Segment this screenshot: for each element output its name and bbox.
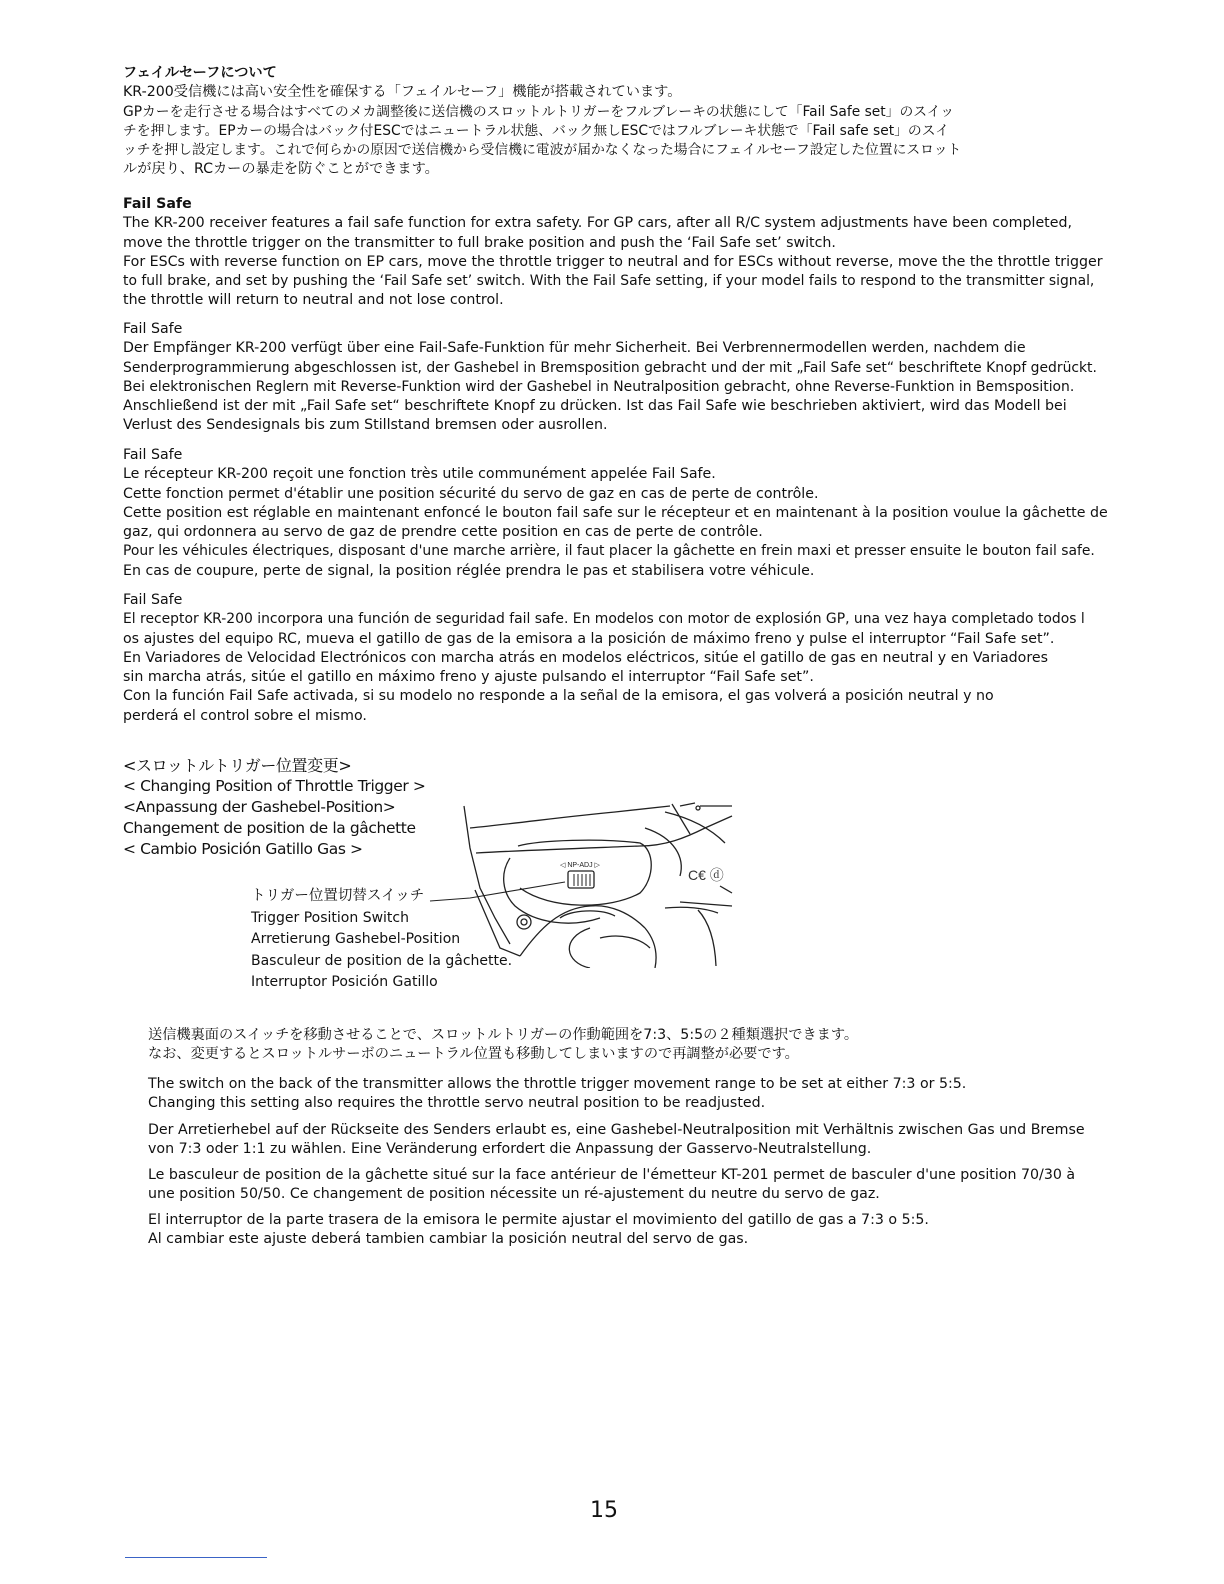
switch-label-jp: トリガー位置切替スイッチ xyxy=(251,888,425,904)
es-failsafe-line: En Variadores de Velocidad Electrónicos con marcha atrás en modelos eléctricos, sitúe el gatillo de gas en neutral y en Variadores xyxy=(123,649,1048,666)
trigger-es-line: Al cambiar este ajuste deberá tambien cambiar la posición neutral del servo de gas. xyxy=(148,1231,749,1248)
fr-failsafe-title: Fail Safe xyxy=(123,447,183,463)
jp-failsafe-line: ッチを押し設定します。これで何らかの原因で送信機から受信機に電波が届かなくなった場合にフェイルセーフ設定した位置にスロット xyxy=(123,142,962,159)
de-failsafe-title: Fail Safe xyxy=(123,321,183,337)
fr-failsafe-line: En cas de coupure, perte de signal, la position réglée prendra le pas et stabilisera votre véhicule. xyxy=(123,562,815,579)
en-failsafe-line: For ESCs with reverse function on EP cars, move the throttle trigger to neutral and for ESCs without reverse, move the the throttle trigger xyxy=(123,253,1103,270)
fr-failsafe-line: Pour les véhicules électriques, disposant d'une marche arrière, il faut placer la gâchette en frein maxi et presser ensuite le bouton fail safe. xyxy=(123,543,1095,560)
trigger-heading-es: < Cambio Posición Gatillo Gas > xyxy=(123,840,363,858)
trigger-fr-line: une position 50/50. Ce changement de position nécessite un ré-ajustement du neutre du servo de gaz. xyxy=(148,1186,880,1203)
trigger-heading-jp: <スロットルトリガー位置変更> xyxy=(123,756,352,775)
np-adj-label: ◁ NP-ADJ ▷ xyxy=(560,862,600,869)
trigger-heading-de: <Anpassung der Gashebel-Position> xyxy=(123,798,396,816)
trigger-section-headings xyxy=(123,755,425,860)
trigger-paragraph-de xyxy=(148,1121,1108,1160)
de-failsafe-line: Senderprogrammierung abgeschlossen ist, der Gashebel in Bremsposition gebracht und der mit „Fail Safe set“ beschriftete Knopf gedrückt. xyxy=(123,359,1097,376)
jp-failsafe-line: チを押します。EPカーの場合はバック付ESCではニュートラル状態、バック無しESCではフルブレーキ状態で「Fail safe set」のスイ xyxy=(123,122,950,139)
switch-label-fr: Basculeur de position de la gâchette. xyxy=(251,952,513,969)
de-failsafe-line: Der Empfänger KR-200 verfügt über eine Fail-Safe-Funktion für mehr Sicherheit. Bei Verbrennermodellen werden, nachdem die xyxy=(123,340,1026,357)
trigger-de-line: von 7:3 oder 1:1 zu wählen. Eine Veränderung erfordert die Anpassung der Gasservo-Neutralstellung. xyxy=(148,1141,872,1158)
es-failsafe-line: perderá el control sobre el mismo. xyxy=(123,707,367,724)
trigger-jp-line: なお、変更するとスロットルサーボのニュートラル位置も移動してしまいますので再調整が必要です。 xyxy=(148,1046,799,1063)
trigger-paragraph-en xyxy=(148,1075,1108,1114)
jp-failsafe-line: KR-200受信機には高い安全性を確保する「フェイルセーフ」機能が搭載されています。 xyxy=(123,84,682,101)
jp-failsafe-title: フェイルセーフについて xyxy=(123,65,277,81)
es-failsafe-section xyxy=(123,591,1103,726)
es-failsafe-line: os ajustes del equipo RC, mueva el gatillo de gas de la emisora a la posición de máximo freno y pulse el interruptor “Fail Safe set”. xyxy=(123,630,1055,647)
jp-failsafe-line: GPカーを走行させる場合はすべてのメカ調整後に送信機のスロットルトリガーをフルブレーキの状態にして「Fail Safe set」のスイッ xyxy=(123,103,955,120)
trigger-fr-line: Le basculeur de position de la gâchette situé sur la face antérieur de l'émetteur KT-201 permet de basculer d'une position 70/30 à xyxy=(148,1167,1076,1183)
es-failsafe-line: Con la función Fail Safe activada, si su modelo no responde a la señal de la emisora, el gas volverá a posición neutral y no xyxy=(123,688,994,705)
compliance-marks: C€ ⓓ xyxy=(688,867,724,883)
switch-label-de: Arretierung Gashebel-Position xyxy=(251,931,461,947)
en-failsafe-line: move the throttle trigger on the transmitter to full brake position and push the ‘Fail Safe set’ switch. xyxy=(123,234,836,251)
footer-rule xyxy=(125,1557,267,1558)
trigger-paragraph-jp xyxy=(148,1026,1108,1065)
trigger-en-line: The switch on the back of the transmitter allows the throttle trigger movement range to be set at either 7:3 or 5:5. xyxy=(148,1076,967,1092)
jp-failsafe-section xyxy=(123,64,1103,180)
fr-failsafe-line: Cette fonction permet d'établir une position sécurité du servo de gaz en cas de perte de contrôle. xyxy=(123,485,819,502)
de-failsafe-line: Anschließend ist der mit „Fail Safe set“ beschriftete Knopf zu drücken. Ist das Fail Safe wie beschrieben aktiviert, wird das Modell bei xyxy=(123,398,1067,415)
es-failsafe-line: sin marcha atrás, sitúe el gatillo en máximo freno y ajuste pulsando el interruptor “Fail Safe set”. xyxy=(123,669,814,686)
es-failsafe-line: El receptor KR-200 incorpora una función de seguridad fail safe. En modelos con motor de explosión GP, una vez haya completado todos l xyxy=(123,611,1085,628)
es-failsafe-title: Fail Safe xyxy=(123,592,183,608)
switch-label-en: Trigger Position Switch xyxy=(251,909,409,926)
page-number: 15 xyxy=(590,1498,618,1523)
fr-failsafe-line: Le récepteur KR-200 reçoit une fonction très utile communément appelée Fail Safe. xyxy=(123,466,716,483)
trigger-de-line: Der Arretierhebel auf der Rückseite des Senders erlaubt es, eine Gashebel-Neutralposition mit Verhältnis zwischen Gas und Bremse xyxy=(148,1122,1085,1138)
de-failsafe-line: Verlust des Sendesignals bis zum Stillstand bremsen oder ausrollen. xyxy=(123,417,608,434)
trigger-en-line: Changing this setting also requires the throttle servo neutral position to be readjusted. xyxy=(148,1095,766,1112)
switch-label-es: Interruptor Posición Gatillo xyxy=(251,974,438,990)
de-failsafe-section xyxy=(123,320,1103,436)
jp-failsafe-line: ルが戻り、RCカーの暴走を防ぐことができます。 xyxy=(123,161,439,178)
en-failsafe-section xyxy=(123,195,1103,311)
en-failsafe-title: Fail Safe xyxy=(123,196,192,212)
en-failsafe-line: the throttle will return to neutral and not lose control. xyxy=(123,292,504,309)
trigger-heading-en: < Changing Position of Throttle Trigger > xyxy=(123,777,426,795)
trigger-jp-line: 送信機裏面のスイッチを移動させることで、スロットルトリガーの作動範囲を7:3、5:5の２種類選択できます。 xyxy=(148,1027,859,1043)
en-failsafe-line: The KR-200 receiver features a fail safe function for extra safety. For GP cars, after all R/C system adjustments have been completed, xyxy=(123,215,1072,232)
fr-failsafe-line: Cette position est réglable en maintenant enfoncé le bouton fail safe sur le récepteur et en maintenant à la position voulue la gâchette de xyxy=(123,504,1108,521)
de-failsafe-line: Bei elektronischen Reglern mit Reverse-Funktion wird der Gashebel in Neutralposition gebracht, ohne Reverse-Funktion in Bemsposition. xyxy=(123,378,1075,395)
trigger-heading-fr: Changement de position de la gâchette xyxy=(123,819,416,837)
fr-failsafe-section xyxy=(123,446,1108,581)
trigger-switch-labels xyxy=(251,886,512,994)
trigger-paragraph-fr xyxy=(148,1166,1108,1205)
en-failsafe-line: to full brake, and set by pushing the ‘Fail Safe set’ switch. With the Fail Safe setting, if your model fails to respond to the transmitter signal, xyxy=(123,273,1095,290)
trigger-es-line: El interruptor de la parte trasera de la emisora le permite ajustar el movimiento del gatillo de gas a 7:3 o 5:5. xyxy=(148,1212,929,1228)
trigger-paragraph-es xyxy=(148,1211,1108,1250)
fr-failsafe-line: gaz, qui ordonnera au servo de gaz de prendre cette position en cas de perte de contrôle. xyxy=(123,524,763,541)
